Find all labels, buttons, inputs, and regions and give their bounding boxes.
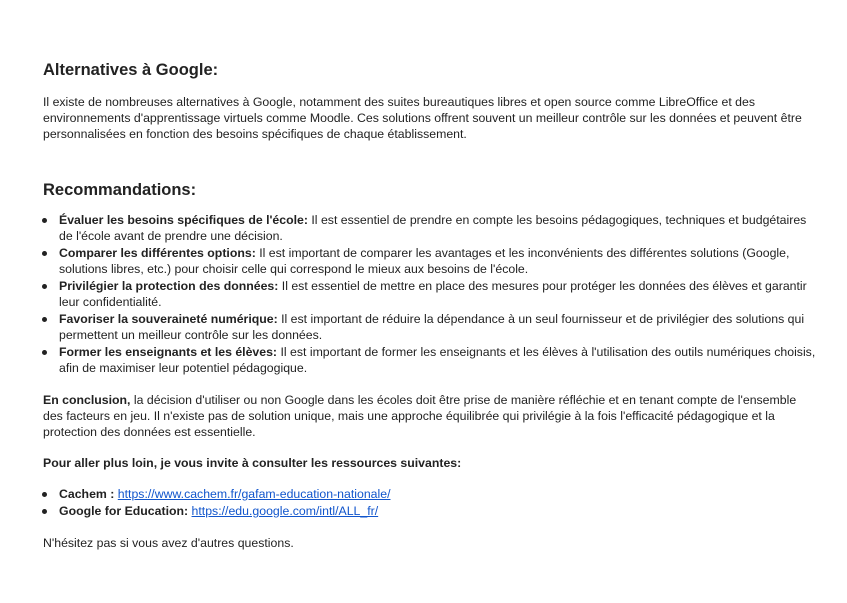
list-item-text: Il est important de comparer les avantages et les inconvénients des différentes solutions (Google, solutions libres, etc.) pour choisir celle qui correspond le mieux aux besoins de l'école. (59, 246, 790, 276)
list-item-text: Il est essentiel de prendre en compte les besoins pédagogiques, techniques et budgétaires de l'école avant de prendre une décision. (59, 213, 807, 243)
list-item-label: Favoriser la souveraineté numérique: (59, 312, 278, 326)
list-item (59, 311, 817, 343)
list-item-label: Évaluer les besoins spécifiques de l'école: (59, 213, 308, 227)
alternatives-paragraph: Il existe de nombreuses alternatives à Google, notamment des suites bureautiques libres et open source comme LibreOffice et des environnements d'apprentissage virtuels comme Moodle. Ces solutions offrent souvent un meilleur contrôle sur les données et peuvent être personnalisées en fonction des besoins spécifiques de chaque établissement. (43, 95, 802, 141)
list-item-label: Privilégier la protection des données: (59, 279, 279, 293)
section-title-recommendations: Recommandations: (43, 181, 197, 199)
google-for-education-link[interactable]: https://edu.google.com/intl/ALL_fr/ (191, 504, 379, 518)
conclusion-text: la décision d'utiliser ou non Google dans les écoles doit être prise de manière réfléchie et en tenant compte de l'ensemble des facteurs en jeu. Il n'existe pas de solution unique, mais une approche équilibrée qui privilégie à la fois l'efficacité pédagogique et la protection des données est essentielle. (43, 393, 797, 439)
list-item (59, 212, 817, 244)
recommendations-list (43, 212, 817, 376)
closing-paragraph: N'hésitez pas si vous avez d'autres questions. (43, 536, 294, 550)
list-item-text: Il est important de réduire la dépendance à un seul fournisseur et de privilégier des solutions qui permettent un meilleur contrôle sur les données. (59, 312, 805, 342)
list-item-text: Il est essentiel de mettre en place des mesures pour protéger les données des élèves et garantir leur confidentialité. (59, 279, 807, 309)
list-item-text: Il est important de former les enseignants et les élèves à l'utilisation des outils numériques choisis, afin de maximiser leur potentiel pédagogique. (59, 345, 816, 375)
resources-list (43, 486, 817, 519)
cachem-link[interactable]: https://www.cachem.fr/gafam-education-nationale/ (117, 487, 391, 501)
list-item-label: Former les enseignants et les élèves: (59, 345, 278, 359)
resource-item-cachem (59, 486, 817, 502)
resources-intro (43, 455, 817, 471)
resource-label: Google for Education: (59, 504, 189, 518)
list-item-label: Comparer les différentes options: (59, 246, 256, 260)
list-item (59, 245, 817, 277)
resources-intro-text: Pour aller plus loin, je vous invite à consulter les ressources suivantes: (43, 456, 462, 470)
resource-item-google-education (59, 503, 817, 519)
conclusion-paragraph (43, 392, 817, 440)
list-item (59, 344, 817, 376)
resource-label: Cachem : (59, 487, 115, 501)
conclusion-label: En conclusion, (43, 393, 131, 407)
section-title-alternatives: Alternatives à Google: (43, 61, 219, 79)
list-item (59, 278, 817, 310)
